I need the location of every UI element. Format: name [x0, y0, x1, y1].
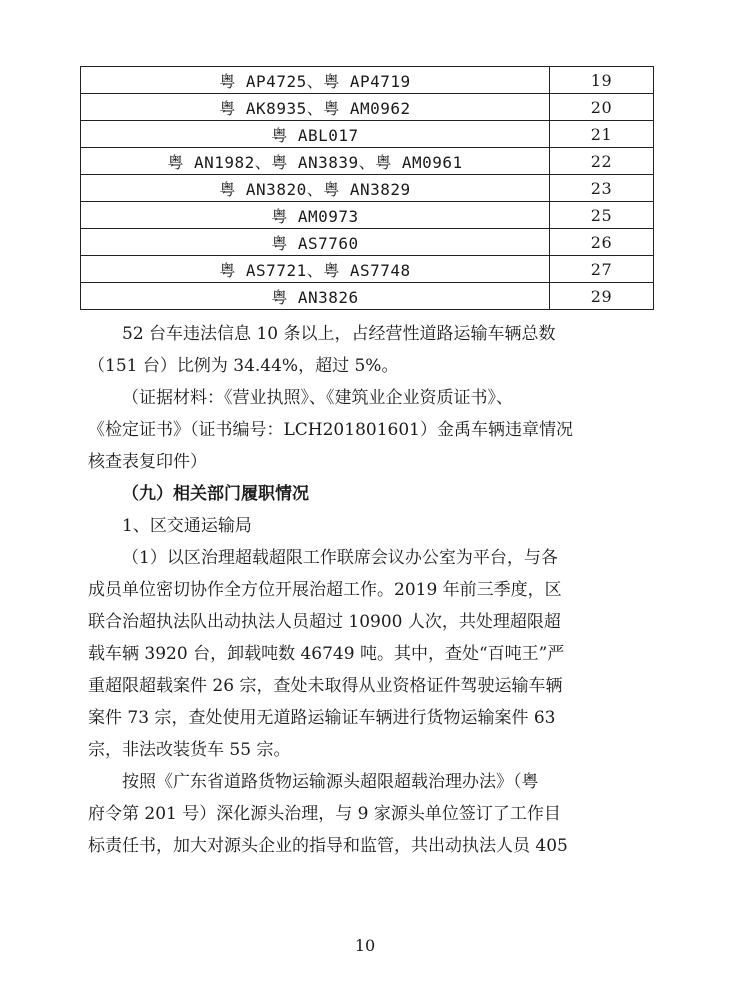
plate-numbers-cell: 粤 AS7721、粤 AS7748 [81, 256, 550, 283]
violation-count-cell: 23 [549, 175, 653, 202]
evidence-line-2: 《检定证书》（证书编号：LCH201801601）金禹车辆违章情况 [88, 420, 573, 440]
evidence-line-3: 核查表复印件） [88, 452, 207, 472]
violation-count-cell: 21 [549, 121, 653, 148]
plate-numbers-cell: 粤 AN1982、粤 AN3839、粤 AM0961 [81, 148, 550, 175]
para1-line-5: 重超限超载案件 26 宗，查处未取得从业资格证件驾驶运输车辆 [88, 676, 563, 696]
summary-line-2: （151 台）比例为 34.44%，超过 5%。 [88, 356, 399, 376]
table-row [81, 202, 654, 229]
para1-line-7: 宗，非法改装货车 55 宗。 [88, 740, 291, 760]
plate-numbers-cell: 粤 AN3820、粤 AN3829 [81, 175, 550, 202]
para1-line-2: 成员单位密切协作全方位开展治超工作。2019 年前三季度，区 [88, 580, 562, 600]
table-row [81, 67, 654, 94]
page-number: 10 [354, 936, 376, 955]
table-row [81, 229, 654, 256]
plate-numbers-cell: 粤 AS7760 [81, 229, 550, 256]
evidence-line-1: （证据材料：《营业执照》、《建筑业企业资质证书》、 [122, 388, 513, 408]
violation-count-cell: 22 [549, 148, 653, 175]
para2-line-1: 按照《广东省道路货物运输源头超限超载治理办法》（粤 [122, 772, 539, 792]
summary-line-1: 52 台车违法信息 10 条以上，占经营性道路运输车辆总数 [122, 324, 556, 344]
violation-count-cell: 20 [549, 94, 653, 121]
table-row [81, 148, 654, 175]
table-row [81, 283, 654, 310]
section-heading: （九）相关部门履职情况 [122, 484, 309, 504]
plate-numbers-cell: 粤 ABL017 [81, 121, 550, 148]
violation-count-cell: 26 [549, 229, 653, 256]
violation-count-cell: 25 [549, 202, 653, 229]
violation-count-cell: 29 [549, 283, 653, 310]
table-row [81, 121, 654, 148]
table-row [81, 175, 654, 202]
para1-line-4: 载车辆 3920 台，卸载吨数 46749 吨。其中，查处“百吨王”严 [88, 644, 565, 664]
document-body [88, 318, 650, 862]
plate-numbers-cell: 粤 AN3826 [81, 283, 550, 310]
para2-line-2: 府令第 201 号）深化源头治理，与 9 家源头单位签订了工作目 [88, 804, 561, 824]
plate-numbers-cell: 粤 AK8935、粤 AM0962 [81, 94, 550, 121]
violation-count-cell: 19 [549, 67, 653, 94]
table-row [81, 94, 654, 121]
table-row [81, 256, 654, 283]
violation-count-cell: 27 [549, 256, 653, 283]
para1-line-6: 案件 73 宗，查处使用无道路运输证车辆进行货物运输案件 63 [88, 708, 556, 728]
plate-numbers-cell: 粤 AP4725、粤 AP4719 [81, 67, 550, 94]
vehicle-table-body [81, 67, 654, 310]
para2-line-3: 标责任书，加大对源头企业的指导和监管，共出动执法人员 405 [88, 836, 568, 856]
para1-line-3: 联合治超执法队出动执法人员超过 10900 人次，共处理超限超 [88, 612, 561, 632]
plate-numbers-cell: 粤 AM0973 [81, 202, 550, 229]
vehicle-violation-table [80, 66, 654, 310]
para1-line-1: （1）以区治理超载超限工作联席会议办公室为平台，与各 [122, 548, 558, 568]
subsection-heading: 1、区交通运输局 [122, 516, 252, 536]
